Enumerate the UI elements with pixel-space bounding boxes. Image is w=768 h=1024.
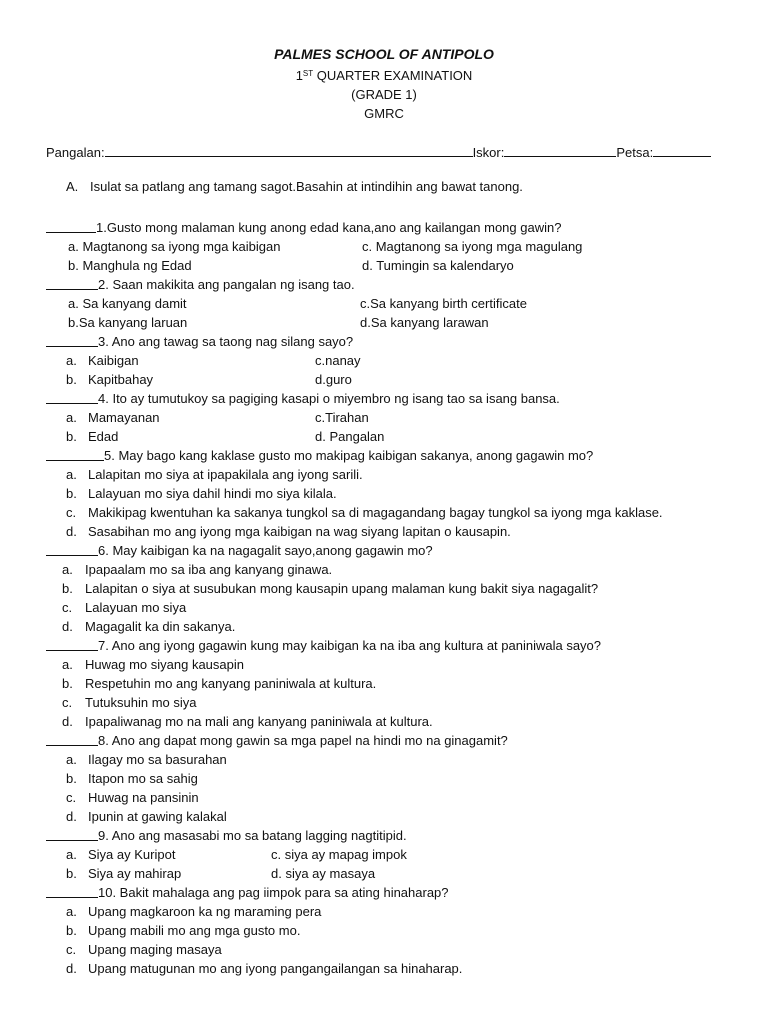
choice-row xyxy=(0,351,768,370)
choice-letter: b. xyxy=(66,486,77,501)
instruction-text: Isulat sa patlang ang tamang sagot.Basahin at intindihin ang bawat tanong. xyxy=(90,179,523,194)
choice-option: Ipapaalam mo sa iba ang kanyang ginawa. xyxy=(85,562,333,577)
choice-letter: a. xyxy=(66,353,77,368)
choice-row xyxy=(0,256,768,275)
question-text: 1.Gusto mong malaman kung anong edad kana,ano ang kailangan mong gawin? xyxy=(96,220,562,235)
choice-option: Lalapitan o siya at susubukan mong kausapin upang malaman kung bakit siya nagagalit? xyxy=(85,581,599,596)
choice-option: Edad xyxy=(88,429,119,444)
choice-letter: c. xyxy=(66,790,77,805)
choice-row xyxy=(0,864,768,883)
choice-row xyxy=(0,237,768,256)
choice-option: Upang mabili mo ang mga gusto mo. xyxy=(88,923,301,938)
choice-row xyxy=(0,788,768,807)
choice-row xyxy=(0,674,768,693)
choice-option: Sasabihan mo ang iyong mga kaibigan na wag siyang lapitan o kausapin. xyxy=(88,524,511,539)
choice-option: Siya ay mahirap xyxy=(88,866,182,881)
choice-option: Kapitbahay xyxy=(88,372,154,387)
choice-letter: d. xyxy=(66,809,77,824)
choice-option: d.Sa kanyang larawan xyxy=(360,315,489,330)
name-label: Pangalan: xyxy=(46,145,105,160)
choice-row xyxy=(0,712,768,731)
exam-title xyxy=(0,66,768,85)
choice-letter: d. xyxy=(66,961,77,976)
question-text: 3. Ano ang tawag sa taong nag silang sayo? xyxy=(98,334,354,349)
question-text: 4. Ito ay tumutukoy sa pagiging kasapi o miyembro ng isang tao sa isang bansa. xyxy=(98,391,560,406)
choice-option: c.Tirahan xyxy=(315,410,369,425)
choice-option: Upang magkaroon ka ng maraming pera xyxy=(88,904,322,919)
choice-option: Ilagay mo sa basurahan xyxy=(88,752,227,767)
choice-row xyxy=(0,598,768,617)
choice-letter: a. xyxy=(66,410,77,425)
question-line xyxy=(0,731,768,750)
choice-letter: c. xyxy=(62,600,73,615)
choice-letter: d. xyxy=(62,714,73,729)
choice-letter: a. xyxy=(62,657,73,672)
question-line xyxy=(0,883,768,902)
choice-letter: a. xyxy=(66,752,77,767)
question-text: 9. Ano ang masasabi mo sa batang lagging nagtitipid. xyxy=(98,828,407,843)
question-text: 8. Ano ang dapat mong gawin sa mga papel na hindi mo na ginagamit? xyxy=(98,733,508,748)
date-label: Petsa: xyxy=(616,145,654,160)
choice-option: a. Magtanong sa iyong mga kaibigan xyxy=(68,239,281,254)
choice-option: Respetuhin mo ang kanyang paniniwala at kultura. xyxy=(85,676,377,691)
question-line xyxy=(0,446,768,465)
choice-letter: b. xyxy=(66,923,77,938)
choice-option: b.Sa kanyang laruan xyxy=(68,315,188,330)
choice-row xyxy=(0,503,768,522)
choice-row xyxy=(0,921,768,940)
grade-level: (GRADE 1) xyxy=(351,87,417,102)
choice-letter: d. xyxy=(62,619,73,634)
question-line xyxy=(0,389,768,408)
choice-row xyxy=(0,693,768,712)
student-info-line xyxy=(46,143,718,160)
question-line xyxy=(0,826,768,845)
choice-row xyxy=(0,560,768,579)
question-line xyxy=(0,332,768,351)
choice-row xyxy=(0,465,768,484)
question-line xyxy=(0,636,768,655)
answer-blank[interactable] xyxy=(46,637,98,651)
choice-option: Makikipag kwentuhan ka sakanya tungkol sa di magagandang bagay tungkol sa iyong mga kaklase. xyxy=(88,505,663,520)
question-text: 10. Bakit mahalaga ang pag iimpok para sa ating hinaharap? xyxy=(98,885,449,900)
choice-letter: b. xyxy=(66,372,77,387)
choice-row xyxy=(0,617,768,636)
question-list xyxy=(0,218,768,978)
choice-letter: c. xyxy=(66,942,77,957)
choice-row xyxy=(0,769,768,788)
choice-letter: a. xyxy=(66,904,77,919)
date-blank[interactable] xyxy=(653,143,711,157)
choice-option: Itapon mo sa sahig xyxy=(88,771,198,786)
choice-row xyxy=(0,655,768,674)
choice-letter: a. xyxy=(62,562,73,577)
score-label: Iskor: xyxy=(472,145,505,160)
answer-blank[interactable] xyxy=(46,390,98,404)
choice-option: c. Magtanong sa iyong mga magulang xyxy=(362,239,583,254)
choice-letter: b. xyxy=(66,429,77,444)
choice-option: b. Manghula ng Edad xyxy=(68,258,192,273)
choice-row xyxy=(0,940,768,959)
answer-blank[interactable] xyxy=(46,333,98,347)
choice-option: Siya ay Kuripot xyxy=(88,847,176,862)
choice-option: Ipunin at gawing kalakal xyxy=(88,809,227,824)
choice-letter: c. xyxy=(66,505,77,520)
answer-blank[interactable] xyxy=(46,276,98,290)
name-blank[interactable] xyxy=(105,143,473,157)
question-text: 7. Ano ang iyong gagawin kung may kaibigan ka na iba ang kultura at paniniwala sayo? xyxy=(98,638,602,653)
question-line xyxy=(0,275,768,294)
answer-blank[interactable] xyxy=(46,732,98,746)
choice-option: Magagalit ka din sakanya. xyxy=(85,619,236,634)
question-line xyxy=(0,218,768,237)
question-text: 5. May bago kang kaklase gusto mo makipag kaibigan sakanya, anong gagawin mo? xyxy=(104,448,594,463)
answer-blank[interactable] xyxy=(46,827,98,841)
choice-option: c.Sa kanyang birth certificate xyxy=(360,296,527,311)
choice-row xyxy=(0,579,768,598)
choice-option: Huwag na pansinin xyxy=(88,790,199,805)
choice-letter: c. xyxy=(62,695,73,710)
choice-row xyxy=(0,807,768,826)
choice-option: Lalayuan mo siya xyxy=(85,600,187,615)
choice-option: c.nanay xyxy=(315,353,361,368)
choice-row xyxy=(0,294,768,313)
choice-option: d.guro xyxy=(315,372,352,387)
answer-blank[interactable] xyxy=(46,884,98,898)
choice-row xyxy=(0,522,768,541)
choice-option: d. Tumingin sa kalendaryo xyxy=(362,258,514,273)
choice-letter: b. xyxy=(62,676,73,691)
choice-row xyxy=(0,313,768,332)
choice-letter: a. xyxy=(66,467,77,482)
question-line xyxy=(0,541,768,560)
choice-option: Upang matugunan mo ang iyong pangangailangan sa hinaharap. xyxy=(88,961,463,976)
choice-option: Lalayuan mo siya dahil hindi mo siya kilala. xyxy=(88,486,337,501)
instruction xyxy=(66,179,523,194)
exam-ordinal-suffix: ST xyxy=(302,69,314,78)
answer-blank[interactable] xyxy=(46,219,96,233)
question-text: 6. May kaibigan ka na nagagalit sayo,anong gagawin mo? xyxy=(98,543,433,558)
choice-row xyxy=(0,750,768,769)
subject-name: GMRC xyxy=(364,106,404,121)
school-name: PALMES SCHOOL OF ANTIPOLO xyxy=(274,46,494,62)
choice-option: a. Sa kanyang damit xyxy=(68,296,187,311)
choice-option: Mamayanan xyxy=(88,410,160,425)
answer-blank[interactable] xyxy=(46,447,104,461)
instruction-letter: A. xyxy=(66,179,79,194)
choice-row xyxy=(0,902,768,921)
choice-row xyxy=(0,408,768,427)
choice-letter: b. xyxy=(66,771,77,786)
choice-option: d. siya ay masaya xyxy=(271,866,376,881)
choice-option: d. Pangalan xyxy=(315,429,385,444)
choice-row xyxy=(0,427,768,446)
choice-option: Tutuksuhin mo siya xyxy=(85,695,197,710)
choice-option: Kaibigan xyxy=(88,353,139,368)
choice-row xyxy=(0,845,768,864)
choice-row xyxy=(0,959,768,978)
choice-letter: b. xyxy=(66,866,77,881)
choice-letter: d. xyxy=(66,524,77,539)
choice-option: Upang maging masaya xyxy=(88,942,222,957)
choice-row xyxy=(0,370,768,389)
choice-letter: b. xyxy=(62,581,73,596)
exam-ordinal: 1 xyxy=(295,68,303,83)
choice-option: c. siya ay mapag impok xyxy=(271,847,407,862)
answer-blank[interactable] xyxy=(46,542,98,556)
exam-title-rest: QUARTER EXAMINATION xyxy=(313,68,473,83)
choice-option: Huwag mo siyang kausapin xyxy=(85,657,244,672)
choice-option: Lalapitan mo siya at ipapakilala ang iyong sarili. xyxy=(88,467,363,482)
choice-letter: a. xyxy=(66,847,77,862)
choice-row xyxy=(0,484,768,503)
score-blank[interactable] xyxy=(504,143,616,157)
question-text: 2. Saan makikita ang pangalan ng isang tao. xyxy=(98,277,355,292)
choice-option: Ipapaliwanag mo na mali ang kanyang paniniwala at kultura. xyxy=(85,714,433,729)
